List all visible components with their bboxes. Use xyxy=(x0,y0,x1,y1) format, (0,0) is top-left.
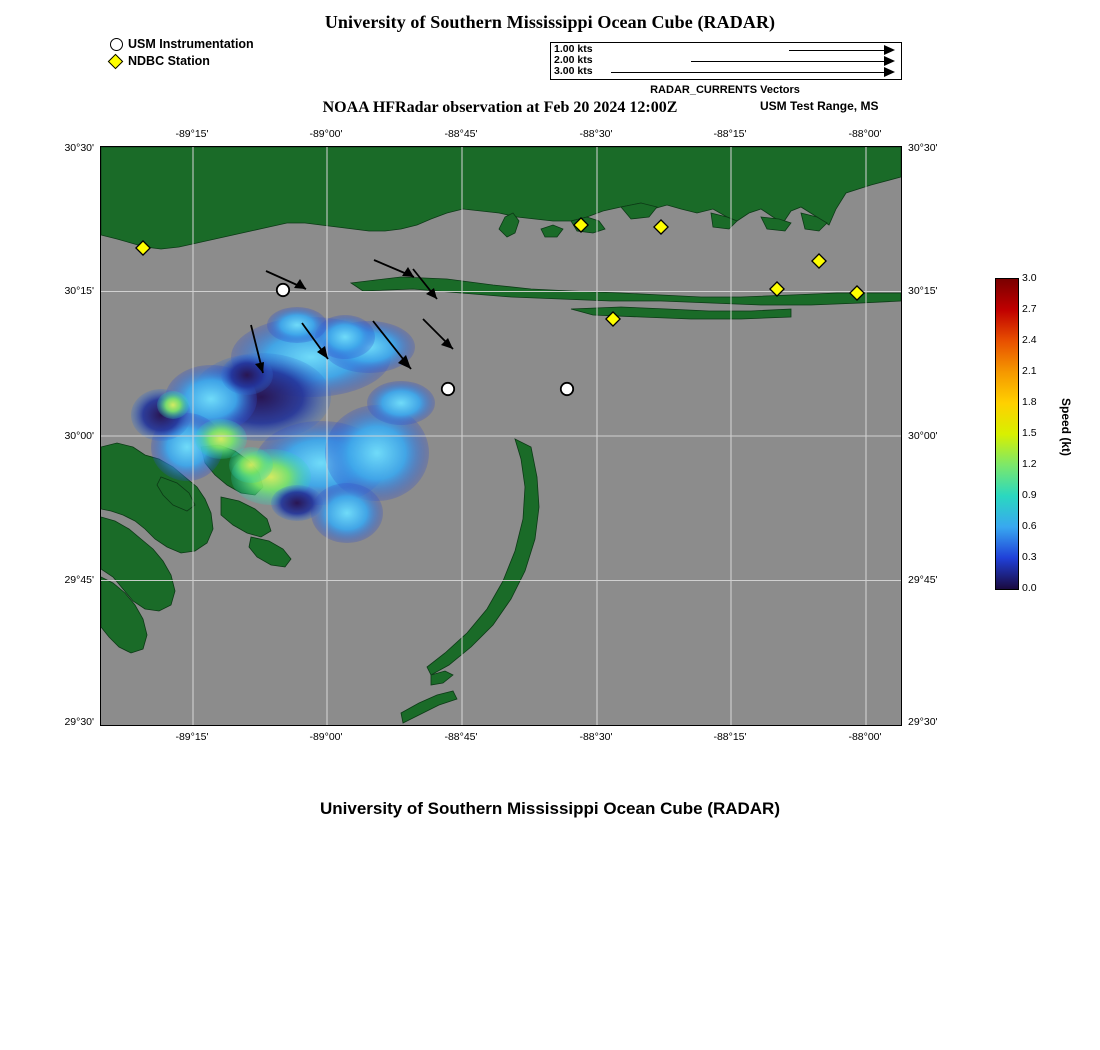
vector-shaft-2 xyxy=(691,61,884,62)
axis-label-lon-top-5: -88°00' xyxy=(848,128,882,140)
axis-label-lat-right-1: 30°15' xyxy=(908,285,938,297)
vector-scale-key xyxy=(550,42,902,80)
page-title: University of Southern Mississippi Ocean Cube (RADAR) xyxy=(324,12,776,32)
axis-label-lon-bottom-0: -89°15' xyxy=(175,731,209,743)
footer-title: University of Southern Mississippi Ocean Cube (RADAR) xyxy=(319,799,780,818)
colorbar-tick-3: 2.1 xyxy=(1022,365,1037,377)
colorbar-tick-10: 0.0 xyxy=(1022,582,1037,594)
vector-key-label-3: 3.00 kts xyxy=(554,65,593,77)
map-layers xyxy=(101,147,901,725)
axis-label-lon-top-3: -88°30' xyxy=(579,128,613,140)
axis-label-lon-top-2: -88°45' xyxy=(444,128,478,140)
axis-label-lon-bottom-5: -88°00' xyxy=(848,731,882,743)
legend-item-ndbc xyxy=(110,53,254,69)
colorbar-tick-9: 0.3 xyxy=(1022,551,1037,563)
axis-label-lon-bottom-1: -89°00' xyxy=(309,731,343,743)
diamond-marker-icon xyxy=(110,53,128,69)
colorbar-gradient xyxy=(995,278,1019,590)
colorbar-tick-7: 0.9 xyxy=(1022,489,1037,501)
vector-key-label-2: 2.00 kts xyxy=(554,54,593,66)
colorbar-tick-1: 2.7 xyxy=(1022,303,1037,315)
axis-label-lon-top-0: -89°15' xyxy=(175,128,209,140)
circle-marker-icon xyxy=(110,36,128,52)
colorbar-tick-2: 2.4 xyxy=(1022,334,1037,346)
axis-label-lat-left-3: 29°45' xyxy=(64,574,94,586)
vector-shaft-3 xyxy=(611,72,884,73)
colorbar-tick-8: 0.6 xyxy=(1022,520,1037,532)
observation-title: NOAA HFRadar observation at Feb 20 2024 12:00Z xyxy=(322,99,678,116)
axis-label-lon-bottom-2: -88°45' xyxy=(444,731,478,743)
colorbar-tick-0: 3.0 xyxy=(1022,272,1037,284)
axis-label-lat-left-2: 30°00' xyxy=(64,430,94,442)
legend-label-ndbc: NDBC Station xyxy=(128,54,210,68)
axis-label-lat-right-3: 29°45' xyxy=(908,574,938,586)
colorbar-title: Speed (kt) xyxy=(1059,398,1073,457)
test-range-label: USM Test Range, MS xyxy=(760,99,879,113)
axis-label-lon-top-4: -88°15' xyxy=(713,128,747,140)
marker-legend xyxy=(110,36,254,70)
axis-label-lat-right-2: 30°00' xyxy=(908,430,938,442)
axis-label-lon-top-1: -89°00' xyxy=(309,128,343,140)
usm-instrumentation-marker xyxy=(442,383,454,395)
vector-key-label-1: 1.00 kts xyxy=(554,43,593,55)
usm-instrumentation-marker xyxy=(277,284,289,296)
colorbar-tick-4: 1.8 xyxy=(1022,396,1037,408)
axis-label-lon-bottom-3: -88°30' xyxy=(579,731,613,743)
vector-arrowhead-3 xyxy=(884,67,895,77)
axis-label-lat-right-4: 29°30' xyxy=(908,716,938,728)
vector-arrowhead-2 xyxy=(884,56,895,66)
axis-label-lon-bottom-4: -88°15' xyxy=(713,731,747,743)
axis-label-lat-right-0: 30°30' xyxy=(908,142,938,154)
map-canvas[interactable] xyxy=(100,146,902,726)
axis-label-lat-left-1: 30°15' xyxy=(64,285,94,297)
colorbar-tick-6: 1.2 xyxy=(1022,458,1037,470)
usm-instrumentation-marker xyxy=(561,383,573,395)
axis-label-lat-left-0: 30°30' xyxy=(64,142,94,154)
colorbar-tick-5: 1.5 xyxy=(1022,427,1037,439)
vector-key-row-3 xyxy=(551,66,901,78)
vector-arrowhead-1 xyxy=(884,45,895,55)
vector-shaft-1 xyxy=(789,50,884,51)
axis-label-lat-left-4: 29°30' xyxy=(64,716,94,728)
legend-label-usm: USM Instrumentation xyxy=(128,37,254,51)
legend-item-usm xyxy=(110,36,254,52)
vector-key-caption: RADAR_CURRENTS Vectors xyxy=(650,84,800,96)
